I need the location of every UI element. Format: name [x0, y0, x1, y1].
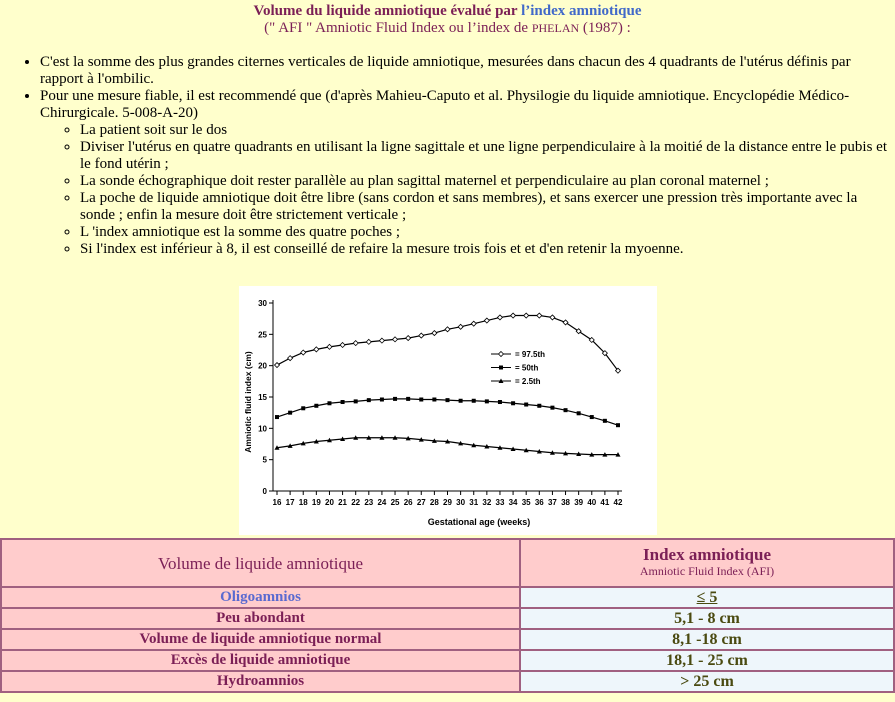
x-tick-label: 38 [561, 498, 570, 507]
sub-bullet-item: ◦ Diviser l'utérus en quatre quadrants en utilisant la ligne sagittale et une ligne perpendiculaire à la moitié de la distance entre le pubis et le fond utérin ; [80, 139, 890, 173]
data-point [484, 318, 489, 323]
data-point [616, 423, 620, 427]
data-point [459, 399, 463, 403]
x-tick-label: 35 [521, 498, 531, 507]
row-value: 8,1 -18 cm [520, 629, 894, 650]
row-label: Excès de liquide amniotique [1, 650, 520, 671]
data-point [445, 327, 450, 332]
x-tick-label: 37 [547, 498, 557, 507]
data-point [550, 315, 555, 320]
data-point [314, 404, 318, 408]
x-tick-label: 27 [416, 498, 426, 507]
data-point [419, 333, 424, 338]
data-point [354, 399, 358, 403]
sub-bullet-item: ◦ L 'index amniotique est la somme des quatre poches ; [80, 224, 890, 241]
y-tick-label: 5 [262, 455, 267, 465]
data-point [524, 313, 529, 318]
chart-axes [258, 299, 623, 507]
row-value: 5,1 - 8 cm [520, 608, 894, 629]
table-row [1, 650, 894, 671]
data-point [499, 352, 504, 357]
subtitle-year: (1987) : [579, 20, 631, 36]
data-point [472, 399, 476, 403]
x-tick-label: 18 [298, 498, 308, 507]
table-header-index [520, 539, 894, 587]
page-title [0, 2, 895, 20]
y-tick-label: 30 [258, 299, 267, 308]
data-point [458, 324, 463, 329]
sub-bullet-list [40, 122, 890, 258]
row-value: > 25 cm [520, 671, 894, 692]
afi-chart-svg [239, 286, 657, 535]
x-tick-label: 34 [508, 498, 518, 507]
data-point [366, 339, 371, 344]
y-tick-label: 0 [262, 487, 267, 496]
data-point [511, 401, 515, 405]
sub-bullet-item: ◦ Si l'index est inférieur à 8, il est conseillé de refaire la mesure trois fois et et d'en retenir la myoenne. [80, 241, 890, 258]
x-tick-label: 24 [377, 498, 387, 507]
data-point [367, 398, 371, 402]
data-point [577, 411, 581, 415]
x-tick-label: 16 [272, 498, 282, 507]
y-tick-label: 10 [258, 424, 267, 434]
afi-chart [239, 286, 657, 535]
data-point [353, 341, 358, 346]
x-tick-label: 28 [429, 498, 439, 507]
data-point [288, 356, 293, 361]
table-row [1, 629, 894, 650]
data-point [446, 398, 450, 402]
data-point [485, 399, 489, 403]
row-label: Hydroamnios [1, 671, 520, 692]
main-bullet-list [0, 54, 890, 258]
page-subtitle [0, 19, 895, 37]
x-tick-label: 41 [600, 498, 610, 507]
bullet-item: • C'est la somme des plus grandes citernes verticales de liquide amniotique, mesurées dans chacun des 4 quadrants de l'utérus définis par rapport à l'ombilic. [40, 54, 890, 88]
x-tick-label: 32 [482, 498, 492, 507]
y-tick-label: 20 [258, 361, 267, 371]
table-header-row [1, 539, 894, 587]
data-point [497, 315, 502, 320]
x-tick-label: 40 [587, 498, 597, 507]
table-header-index-title: Index amniotique [643, 545, 771, 564]
row-value [520, 587, 894, 608]
data-point [590, 415, 594, 419]
x-axis-label: Gestational age (weeks) [427, 517, 531, 527]
chart-series [275, 313, 621, 457]
data-point [498, 400, 502, 404]
x-tick-label: 19 [311, 498, 321, 507]
legend-label: = 50th [515, 363, 539, 373]
x-tick-label: 21 [338, 498, 348, 507]
bullet-item [40, 88, 890, 258]
x-tick-label: 25 [390, 498, 400, 507]
x-tick-label: 22 [351, 498, 361, 507]
y-tick-label: 25 [258, 330, 267, 340]
subtitle-text: (" AFI " Amniotic Fluid Index ou l’index de [264, 20, 532, 36]
x-tick-label: 29 [443, 498, 452, 507]
table-header-volume: Volume de liquide amniotique [1, 539, 520, 587]
data-point [314, 347, 319, 352]
legend-label: = 97.5th [515, 350, 546, 359]
afi-table [0, 538, 895, 693]
data-point [603, 419, 607, 423]
chart-legend [491, 350, 545, 386]
row-label: Peu abondant [1, 608, 520, 629]
data-point [471, 321, 476, 326]
x-tick-label: 30 [456, 498, 466, 507]
data-point [379, 338, 384, 343]
y-axis-label: Amniotic fluid index (cm) [243, 351, 253, 453]
data-point [537, 404, 541, 408]
sub-bullet-item: ◦ La sonde échographique doit rester parallèle au plan sagittal maternel et perpendiculaire au plan coronal maternel ; [80, 173, 890, 190]
title-text: Volume du liquide amniotique évalué par [253, 3, 522, 19]
sub-bullet-item: ◦ La poche de liquide amniotique doit être libre (sans cordon et sans membres), et sans exercer une pression très importante avec la sonde ; enfin la mesure doit être strictement verticale ; [80, 190, 890, 224]
x-tick-label: 23 [364, 498, 374, 507]
data-point [301, 406, 305, 410]
data-point [537, 313, 542, 318]
data-point [432, 331, 437, 336]
data-point [341, 400, 345, 404]
data-point [550, 406, 554, 410]
data-point [393, 397, 397, 401]
data-point [288, 411, 292, 415]
x-tick-label: 31 [469, 498, 479, 507]
data-point [275, 415, 279, 419]
sub-bullet-item: ◦ La patient soit sur le dos [80, 122, 890, 139]
x-tick-label: 39 [574, 498, 584, 507]
row-value: 18,1 - 25 cm [520, 650, 894, 671]
data-point [301, 350, 306, 355]
bullet-text: Pour une mesure fiable, il est recommendé que (d'après Mahieu-Caputo et al. Physilogie du liquide amniotique. Encyclopédie Médico-Chirurgicale. 5-008-A-20) [40, 88, 850, 121]
row-value-text: ≤ 5 [696, 589, 718, 606]
x-tick-label: 20 [325, 498, 334, 507]
x-tick-label: 42 [613, 498, 623, 507]
data-point [327, 401, 331, 405]
table-header-index-sub: Amniotic Fluid Index (AFI) [639, 564, 775, 578]
table-row [1, 671, 894, 692]
title-link-index-amniotique[interactable]: l’index amniotique [521, 3, 642, 19]
x-tick-label: 17 [285, 498, 295, 507]
data-point [380, 398, 384, 402]
data-point [393, 337, 398, 342]
data-point [327, 344, 332, 349]
subtitle-phelan: PHELAN [531, 21, 580, 35]
data-point [432, 398, 436, 402]
row-label-oligoamnios[interactable]: Oligoamnios [1, 587, 520, 608]
data-point [499, 366, 503, 370]
x-tick-label: 33 [495, 498, 505, 507]
legend-label: = 2.5th [515, 377, 541, 386]
data-point [524, 403, 528, 407]
data-point [419, 398, 423, 402]
x-tick-label: 26 [403, 498, 413, 507]
data-point [406, 336, 411, 341]
table-row [1, 608, 894, 629]
x-tick-label: 36 [534, 498, 544, 507]
data-point [340, 342, 345, 347]
data-point [564, 408, 568, 412]
table-row [1, 587, 894, 608]
data-point [275, 363, 280, 368]
data-point [511, 313, 516, 318]
row-label: Volume de liquide amniotique normal [1, 629, 520, 650]
y-tick-label: 15 [258, 393, 267, 402]
data-point [406, 397, 410, 401]
